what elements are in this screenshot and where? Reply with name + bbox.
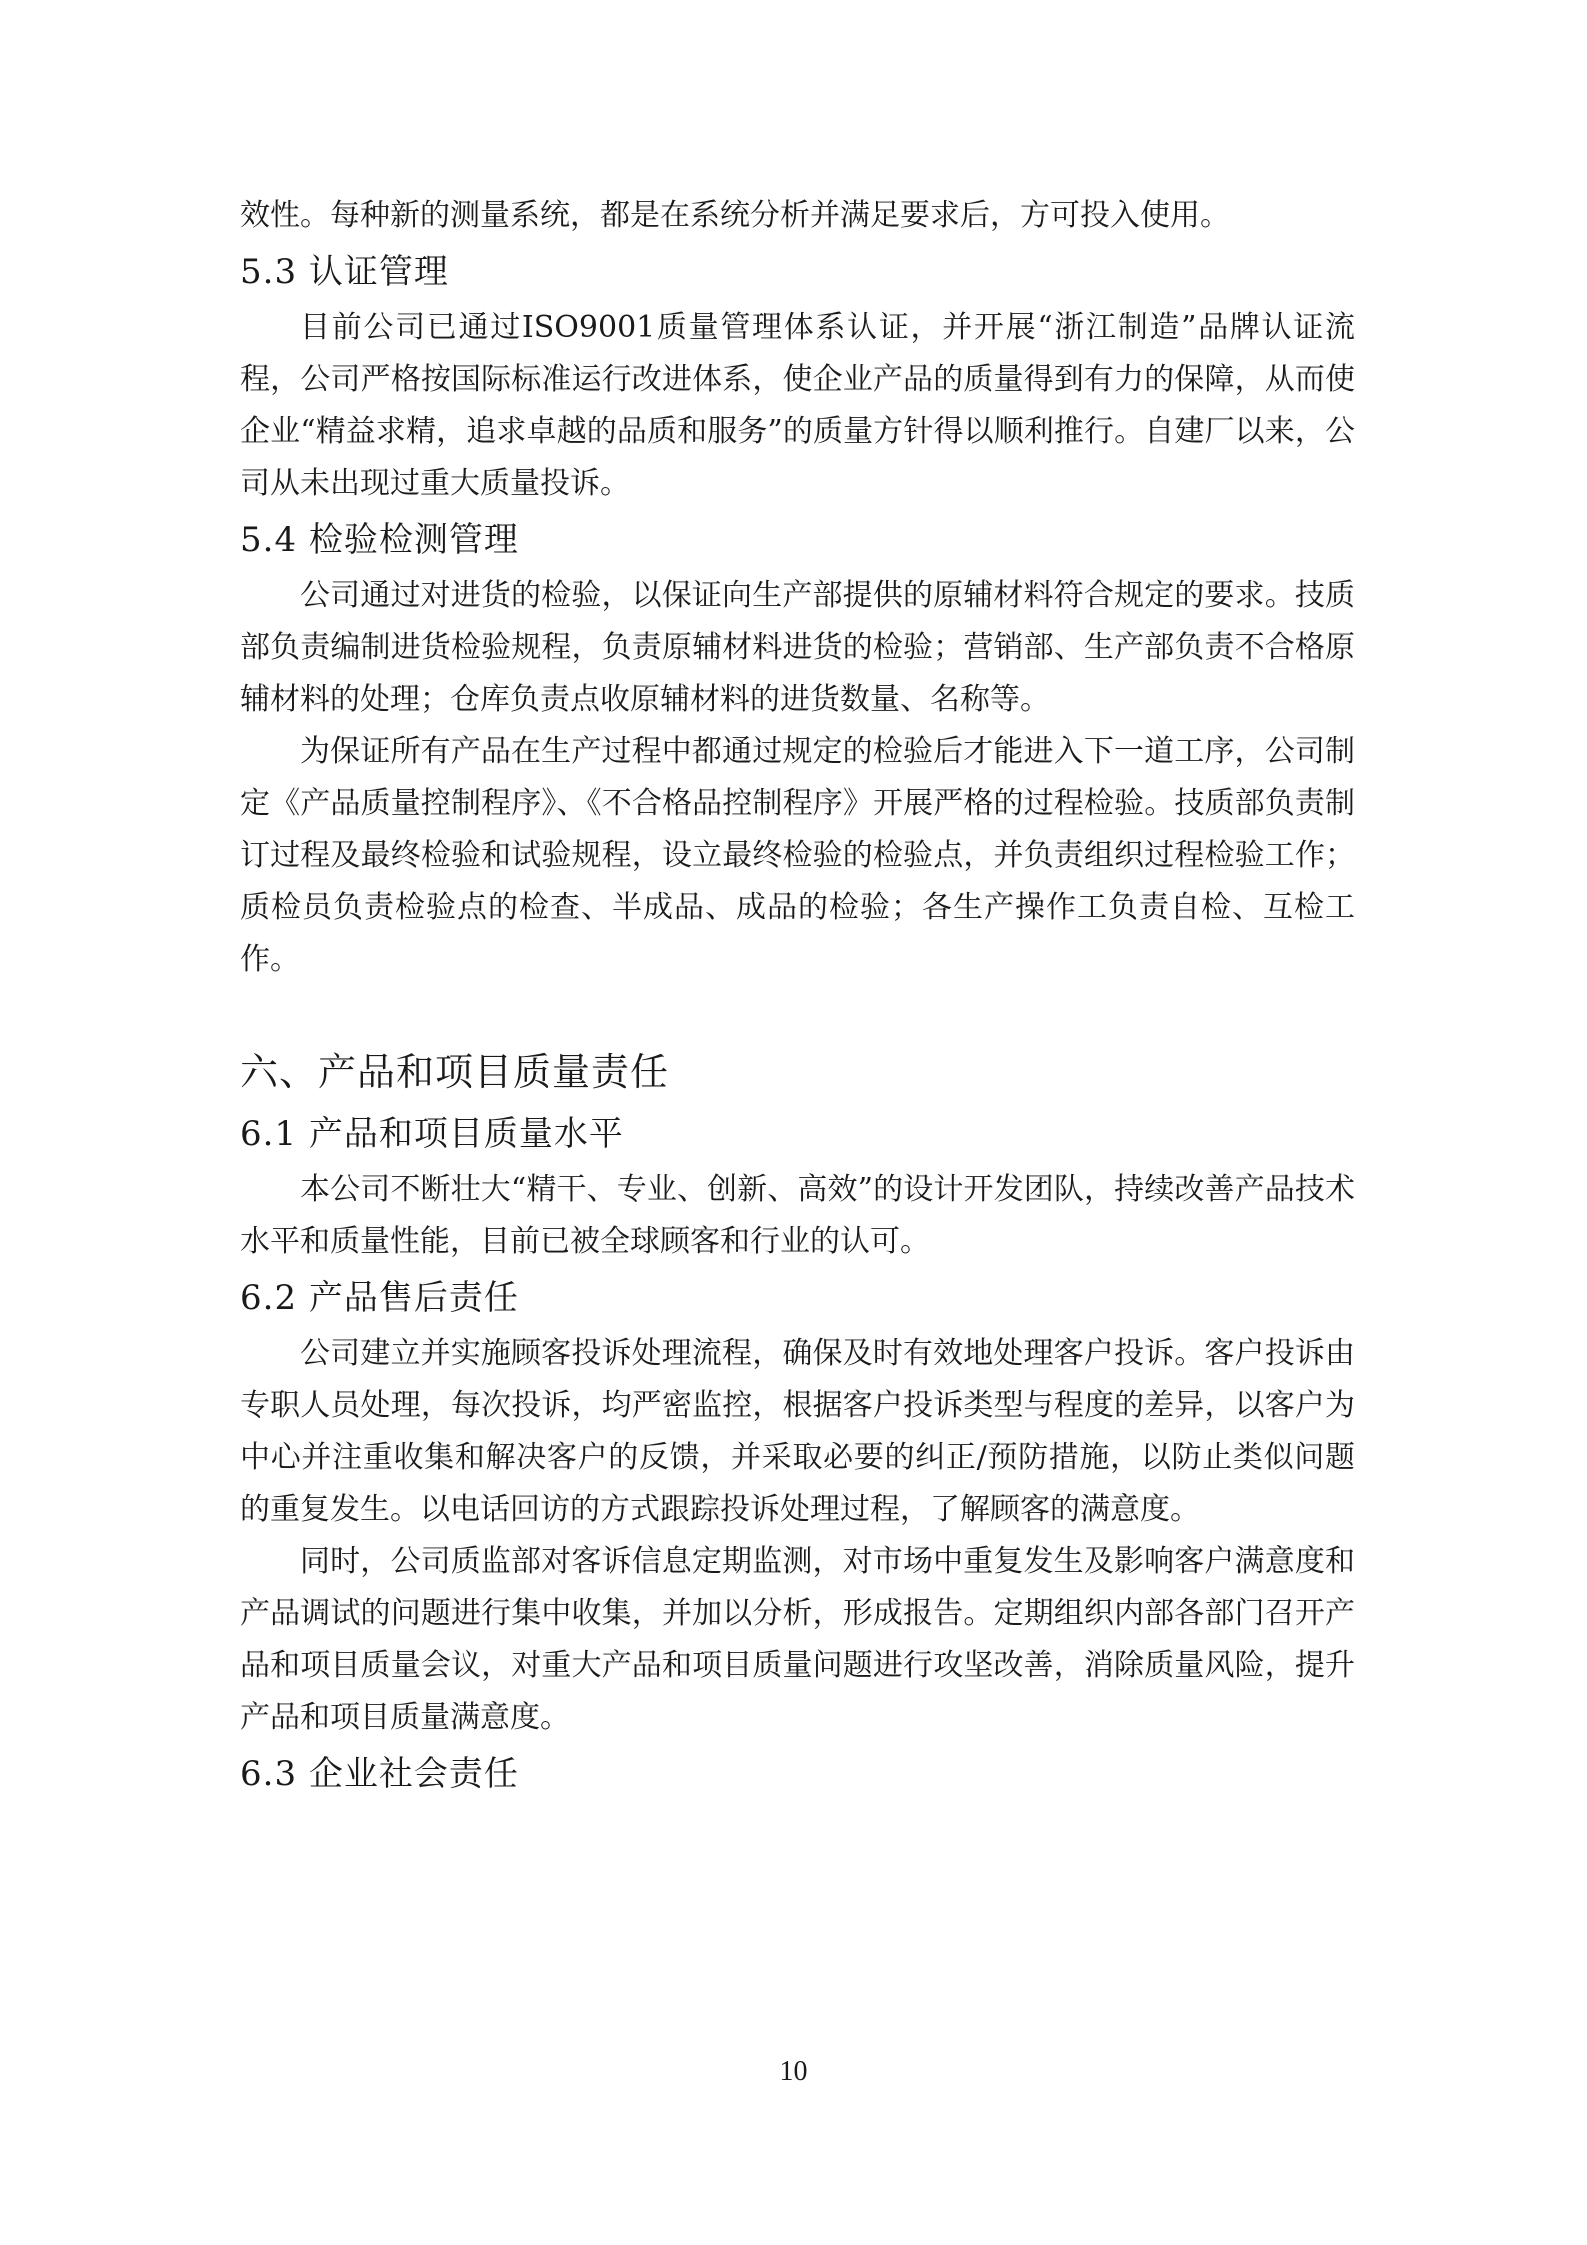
section-6-2-paragraph-2: 同时，公司质监部对客诉信息定期监测，对市场中重复发生及影响客户满意度和产品调试的问题进行集中收集，并加以分析，形成报告。定期组织内部各部门召开产品和项目质量会议，对重大产品和项目质量问题进行攻坚改善，消除质量风险，提升产品和项目质量满意度。	[240, 1544, 1355, 1735]
page-number: 10	[779, 2056, 808, 2087]
section-6-1-paragraph-1: 本公司不断壮大“精干、专业、创新、高效”的设计开发团队，持续改善产品技术水平和质量性能，目前已被全球顾客和行业的认可。	[240, 1172, 1355, 1259]
spacer	[240, 986, 1355, 1040]
continuation-paragraph: 效性。每种新的测量系统，都是在系统分析并满足要求后，方可投入使用。	[240, 198, 1230, 233]
chapter-6-heading: 六、产品和项目质量责任	[240, 1050, 670, 1094]
section-5-4-heading: 5.4 检验检测管理	[240, 520, 519, 560]
document-body	[240, 190, 1355, 1804]
section-5-3-paragraph-1: 目前公司已通过ISO9001质量管理体系认证，并开展“浙江制造”品牌认证流程，公司严格按国际标准运行改进体系，使企业产品的质量得到有力的保障，从而使企业“精益求精，追求卓越的品质和服务”的质量方针得以顺利推行。自建厂以来，公司从未出现过重大质量投诉。	[240, 310, 1355, 501]
section-6-2-heading: 6.2 产品售后责任	[240, 1278, 519, 1318]
section-6-2-paragraph-1: 公司建立并实施顾客投诉处理流程，确保及时有效地处理客户投诉。客户投诉由专职人员处理，每次投诉，均严密监控，根据客户投诉类型与程度的差异，以客户为中心并注重收集和解决客户的反馈，并采取必要的纠正/预防措施，以防止类似问题的重复发生。以电话回访的方式跟踪投诉处理过程，了解顾客的满意度。	[240, 1336, 1355, 1527]
section-6-1-heading: 6.1 产品和项目质量水平	[240, 1114, 624, 1154]
section-5-3-heading: 5.3 认证管理	[240, 252, 449, 292]
section-6-3-heading: 6.3 企业社会责任	[240, 1754, 519, 1794]
section-5-4-paragraph-2: 为保证所有产品在生产过程中都通过规定的检验后才能进入下一道工序，公司制定《产品质量控制程序》、《不合格品控制程序》开展严格的过程检验。技质部负责制订过程及最终检验和试验规程，设立最终检验的检验点，并负责组织过程检验工作；质检员负责检验点的检查、半成品、成品的检验；各生产操作工负责自检、互检工作。	[240, 734, 1355, 977]
section-5-4-paragraph-1: 公司通过对进货的检验，以保证向生产部提供的原辅材料符合规定的要求。技质部负责编制进货检验规程，负责原辅材料进货的检验；营销部、生产部负责不合格原辅材料的处理；仓库负责点收原辅材料的进货数量、名称等。	[240, 578, 1355, 717]
